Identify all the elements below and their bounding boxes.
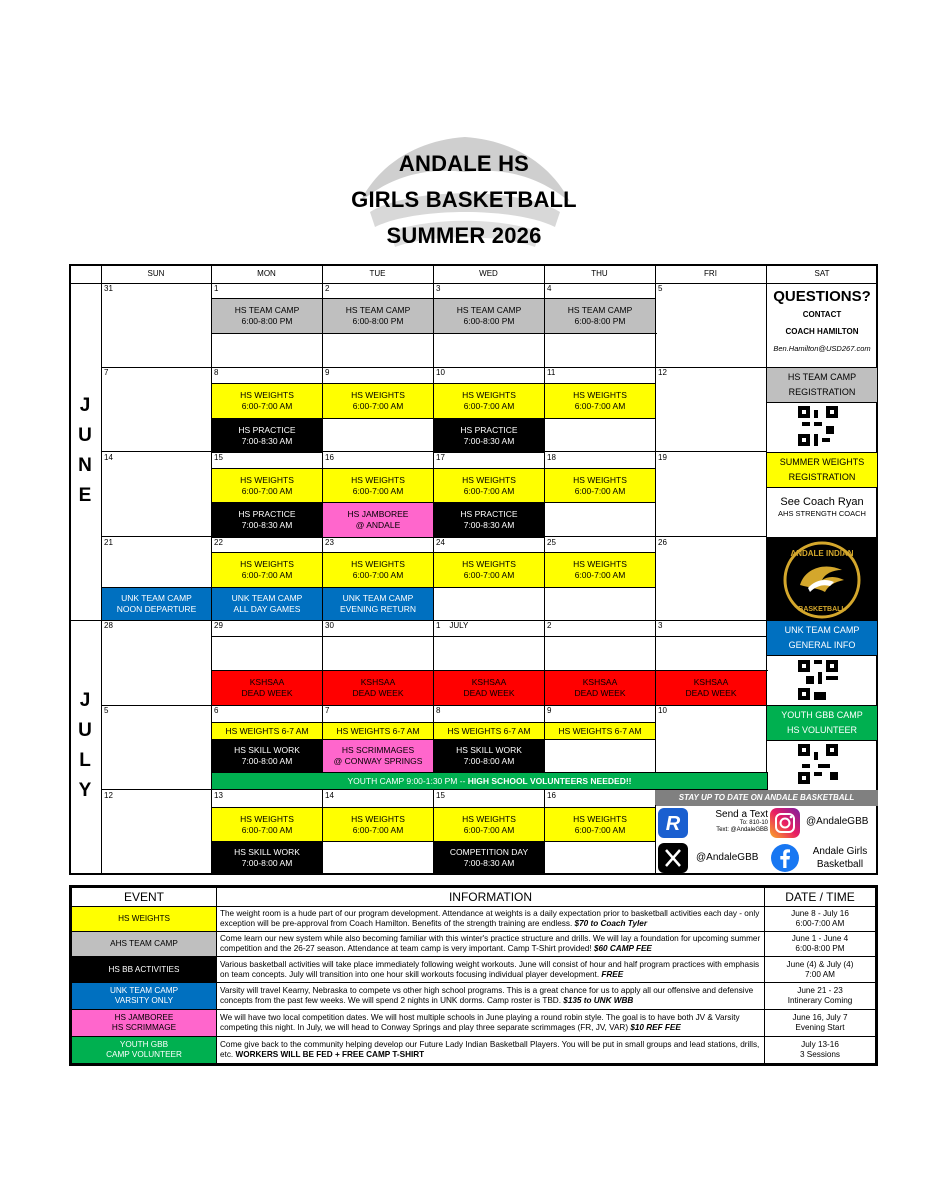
svg-text:BASKETBALL: BASKETBALL (798, 606, 846, 613)
event-team-camp: HS TEAM CAMP 6:00-8:00 PM (322, 298, 434, 334)
col-information: INFORMATION (217, 888, 765, 907)
event-date: June 8 - July 16 6:00-7:00 AM (765, 907, 876, 932)
day-cell: 14 (322, 790, 434, 875)
table-row (72, 1010, 876, 1037)
day-cell: 5 (101, 705, 212, 790)
event-info: Come learn our new system while also becoming familiar with this winter's practice structure and drills. We will lay a foundation for upcoming summer competition and the 26-27 season. Attendance at team camp is very important. Camp T-Shirt provided! $60 CAMP FEE (217, 932, 765, 957)
day-cell: 6 (211, 705, 323, 790)
event-weights: HS WEIGHTS 6:00-7:00 AM (433, 468, 545, 503)
event-weights: HS WEIGHTS 6:00-7:00 AM (322, 468, 434, 503)
text-signup: Send a Text To: 810-10 Text: @AndaleGBB (715, 809, 768, 833)
day-cell: 16 (544, 790, 656, 875)
event-practice: HS PRACTICE 7:00-8:30 AM (211, 502, 323, 538)
event-skill-work: HS SKILL WORK 7:00-8:00 AM (211, 841, 323, 875)
event-info: Varsity will travel Kearny, Nebraska to compete vs other high school programs. This is a great chance for us to apply all our offensive and defensive concepts from the past few weeks. We will spend 2 nights in UNK dorms. Camp roster is TBD. $135 to UNK WBB (217, 983, 765, 1010)
event-team-camp: HS TEAM CAMP 6:00-8:00 PM (544, 298, 656, 334)
unk-camp-info: UNK TEAM CAMP GENERAL INFO (766, 620, 878, 656)
event-dead-week: KSHSAA DEAD WEEK (322, 670, 434, 706)
event-weights: HS WEIGHTS 6:00-7:00 AM (211, 807, 323, 842)
day-cell: 15 (211, 452, 323, 537)
day-cell: 26 (655, 537, 767, 621)
event-date: July 13-16 3 Sessions (765, 1037, 876, 1064)
qr-code-icon[interactable] (798, 744, 838, 784)
col-date: DATE / TIME (765, 888, 876, 907)
header-tue: TUE (322, 264, 434, 284)
x-icon[interactable] (658, 843, 688, 873)
remind-icon[interactable] (658, 808, 688, 838)
day-cell: 9 (322, 367, 434, 452)
summer-weights-registration: SUMMER WEIGHTS REGISTRATION (766, 452, 878, 488)
day-cell: 21 (101, 537, 212, 621)
event-date: June 16, July 7 Evening Start (765, 1010, 876, 1037)
header-blank (69, 264, 102, 284)
event-label: YOUTH GBB CAMP VOLUNTEER (72, 1037, 217, 1064)
day-cell: 11 (544, 367, 656, 452)
event-practice: HS PRACTICE 7:00-8:30 AM (433, 502, 545, 538)
event-unk-camp: UNK TEAM CAMP NOON DEPARTURE (101, 587, 212, 621)
day-cell: 3 (433, 283, 545, 368)
event-weights: HS WEIGHTS 6:00-7:00 AM (211, 468, 323, 503)
svg-text:ANDALE INDIAN: ANDALE INDIAN (790, 549, 854, 558)
title-team: GIRLS BASKETBALL (351, 187, 577, 212)
day-cell: 2 (544, 620, 656, 706)
event-weights: HS WEIGHTS 6-7 AM (211, 722, 323, 740)
divider (211, 333, 657, 334)
day-cell: 14 (101, 452, 212, 537)
email-link[interactable]: Ben.Hamilton@USD267.com (773, 344, 871, 353)
day-cell: 13 (211, 790, 323, 875)
event-competition-day: COMPETITION DAY 7:00-8:30 AM (433, 841, 545, 875)
day-cell: 10 (433, 367, 545, 452)
event-youth-camp: YOUTH CAMP 9:00-1:30 PM -- HIGH SCHOOL VOLUNTEERS NEEDED!! (211, 772, 768, 790)
col-event: EVENT (72, 888, 217, 907)
day-cell: 19 (655, 452, 767, 537)
day-cell: 28 (101, 620, 212, 706)
divider (211, 636, 768, 637)
event-jamboree: HS JAMBOREE @ ANDALE (322, 502, 434, 538)
header-sat: SAT (766, 264, 878, 284)
event-weights: HS WEIGHTS 6:00-7:00 AM (544, 807, 656, 842)
day-cell: 24 (433, 537, 545, 621)
x-handle[interactable]: @AndaleGBB (696, 852, 759, 863)
event-date: June 21 - 23 Intinerary Coming (765, 983, 876, 1010)
day-cell: 12 (655, 367, 767, 452)
event-weights: HS WEIGHTS 6:00-7:00 AM (211, 552, 323, 588)
event-weights: HS WEIGHTS 6-7 AM (433, 722, 545, 740)
event-info: Various basketball activities will take place immediately following weight workouts. June will consist of hour and half program practices with emphasis on team concepts. July will transition into one hour skill workouts focusing individual player development. FREE (217, 957, 765, 983)
day-cell: 29 (211, 620, 323, 706)
header-mon: MON (211, 264, 323, 284)
day-cell: 1 (211, 283, 323, 368)
event-info: We will have two local competition dates. We will host multiple schools in June playing a round robin style. The goal is to have both JV & Varsity competing this night. In July, we will head to Conway Springs and play three separate scrimmages (FR, JV, VAR) $10 REF FEE (217, 1010, 765, 1037)
qr-code-icon[interactable] (798, 660, 838, 700)
event-weights: HS WEIGHTS 6:00-7:00 AM (544, 468, 656, 503)
day-cell: 16 (322, 452, 434, 537)
day-cell: 8 (433, 705, 545, 790)
day-cell: 2 (322, 283, 434, 368)
table-row (72, 1037, 876, 1064)
qr-code-icon[interactable] (798, 406, 838, 446)
event-label: AHS TEAM CAMP (72, 932, 217, 957)
event-weights: HS WEIGHTS 6-7 AM (544, 722, 656, 740)
day-cell: 10 (655, 705, 767, 790)
event-unk-camp: UNK TEAM CAMP EVENING RETURN (322, 587, 434, 621)
youth-camp-volunteer: YOUTH GBB CAMP HS VOLUNTEER (766, 705, 878, 741)
event-date: June (4) & July (4) 7:00 AM (765, 957, 876, 983)
event-label: HS BB ACTIVITIES (72, 957, 217, 983)
day-cell: 22 (211, 537, 323, 621)
table-row (72, 907, 876, 932)
event-team-camp: HS TEAM CAMP 6:00-8:00 PM (433, 298, 545, 334)
event-label: HS WEIGHTS (72, 907, 217, 932)
event-label: UNK TEAM CAMP VARSITY ONLY (72, 983, 217, 1010)
header-wed: WED (433, 264, 545, 284)
event-label: HS JAMBOREE HS SCRIMMAGE (72, 1010, 217, 1037)
event-weights: HS WEIGHTS 6-7 AM (322, 722, 434, 740)
event-dead-week: KSHSAA DEAD WEEK (433, 670, 545, 706)
day-cell: 31 (101, 283, 212, 368)
facebook-icon[interactable] (770, 843, 800, 873)
event-weights: HS WEIGHTS 6:00-7:00 AM (211, 383, 323, 419)
event-weights: HS WEIGHTS 6:00-7:00 AM (433, 552, 545, 588)
event-weights: HS WEIGHTS 6:00-7:00 AM (322, 552, 434, 588)
month-july: J U L Y (69, 620, 102, 875)
day-cell: 9 (544, 705, 656, 790)
day-cell: 30 (322, 620, 434, 706)
event-skill-work: HS SKILL WORK 7:00-8:00 AM (433, 739, 545, 773)
facebook-handle[interactable]: Andale Girls Basketball (812, 846, 868, 870)
day-cell: 18 (544, 452, 656, 537)
team-camp-registration: HS TEAM CAMP REGISTRATION (766, 367, 878, 403)
event-weights: HS WEIGHTS 6:00-7:00 AM (433, 383, 545, 419)
contact-box: QUESTIONS? CONTACT COACH HAMILTON Ben.Hamilton@USD267.com (766, 283, 878, 368)
stay-updated-banner: STAY UP TO DATE ON ANDALE BASKETBALL (655, 790, 878, 806)
header-fri: FRI (655, 264, 767, 284)
header-sun: SUN (101, 264, 212, 284)
strength-coach-note: See Coach Ryan AHS STRENGTH COACH (778, 496, 866, 518)
instagram-icon[interactable] (770, 808, 800, 838)
title-season: SUMMER 2026 (386, 223, 542, 248)
day-cell: 23 (322, 537, 434, 621)
event-weights: HS WEIGHTS 6:00-7:00 AM (544, 383, 656, 419)
table-row (72, 983, 876, 1010)
event-dead-week: KSHSAA DEAD WEEK (211, 670, 323, 706)
day-cell: 25 (544, 537, 656, 621)
event-info: The weight room is a hude part of our program development. Attendance at weights is a daily expectation prior to basketball activities each day - only exception will be pre-approval from Coach Hamilton. Benefits of the strength training are endless. $70 to Coach Tyler (217, 907, 765, 932)
day-cell: 5 (655, 283, 767, 368)
event-practice: HS PRACTICE 7:00-8:30 AM (211, 418, 323, 453)
day-cell: 1 JULY (433, 620, 545, 706)
event-weights: HS WEIGHTS 6:00-7:00 AM (322, 383, 434, 419)
event-date: June 1 - June 4 6:00-8:00 PM (765, 932, 876, 957)
table-row (72, 932, 876, 957)
event-info: Come give back to the community helping develop our Future Lady Indian Basketball Players. You will be put in small groups and lead stations, drills, etc. WORKERS WILL BE FED + FREE CAMP T-SHIRT (217, 1037, 765, 1064)
event-practice: HS PRACTICE 7:00-8:30 AM (433, 418, 545, 453)
month-june: J U N E (69, 283, 102, 621)
event-dead-week: KSHSAA DEAD WEEK (655, 670, 767, 706)
table-row (72, 957, 876, 983)
event-skill-work: HS SKILL WORK 7:00-8:00 AM (211, 739, 323, 773)
day-cell: 17 (433, 452, 545, 537)
event-unk-camp: UNK TEAM CAMP ALL DAY GAMES (211, 587, 323, 621)
day-cell: 8 (211, 367, 323, 452)
day-cell: 15 (433, 790, 545, 875)
day-cell: 7 (322, 705, 434, 790)
event-team-camp: HS TEAM CAMP 6:00-8:00 PM (211, 298, 323, 334)
day-cell: 4 (544, 283, 656, 368)
day-cell: 7 (101, 367, 212, 452)
event-weights: HS WEIGHTS 6:00-7:00 AM (322, 807, 434, 842)
event-weights: HS WEIGHTS 6:00-7:00 AM (544, 552, 656, 588)
day-cell: 12 (101, 790, 212, 875)
instagram-handle[interactable]: @AndaleGBB (806, 816, 869, 827)
day-cell: 3 (655, 620, 767, 706)
info-table (69, 885, 878, 1066)
event-dead-week: KSHSAA DEAD WEEK (544, 670, 656, 706)
event-scrimmages: HS SCRIMMAGES @ CONWAY SPRINGS (322, 739, 434, 773)
andale-indian-logo (766, 537, 878, 621)
title-school: ANDALE HS (398, 151, 530, 176)
event-weights: HS WEIGHTS 6:00-7:00 AM (433, 807, 545, 842)
svg-text:R: R (665, 813, 681, 835)
header-thu: THU (544, 264, 656, 284)
